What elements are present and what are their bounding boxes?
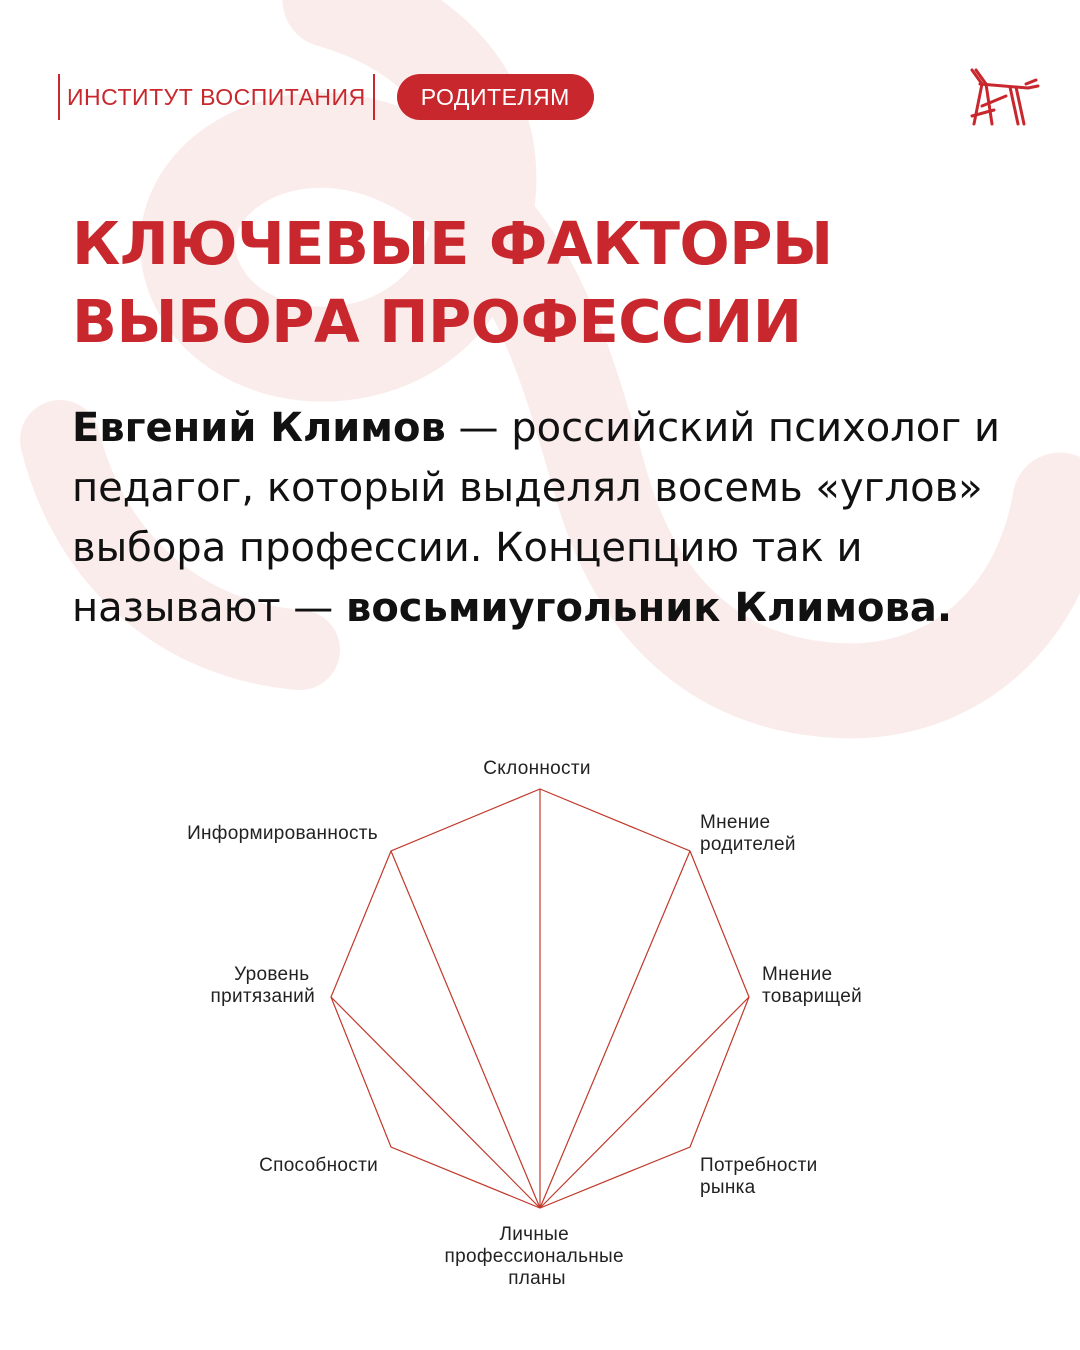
label-bottom-right-line-2: рынка (700, 1177, 756, 1198)
spoke-top-left (391, 851, 540, 1208)
label-left-line-1: Уровень (234, 964, 310, 985)
label-left (211, 964, 315, 1007)
title-line-2: ВЫБОРА ПРОФЕССИИ (72, 287, 802, 356)
header (58, 74, 594, 120)
label-bottom-left-line-1: Способности (259, 1155, 378, 1176)
concept-name: восьмиугольник Климова. (346, 585, 953, 631)
label-bottom (445, 1224, 630, 1289)
spoke-top-right (540, 851, 690, 1208)
org-name: ИНСТИТУТ ВОСПИТАНИЯ (58, 74, 375, 120)
spoke-left (331, 997, 540, 1208)
label-bottom-left (259, 1155, 378, 1176)
octagon-diagram (0, 740, 1080, 1310)
intro-paragraph (72, 398, 1062, 638)
page-title (72, 205, 833, 361)
label-top-right-line-1: Мнение (700, 812, 771, 833)
label-bottom-line-3: планы (508, 1268, 566, 1289)
label-right-line-2: товарищей (762, 986, 862, 1007)
label-right (762, 964, 862, 1007)
label-top (483, 758, 590, 779)
octagon-shape (331, 789, 749, 1208)
label-bottom-right (700, 1155, 823, 1198)
label-bottom-line-2: профессиональные (444, 1246, 624, 1267)
label-bottom-line-1: Личные (499, 1224, 569, 1245)
section-badge[interactable]: РОДИТЕЛЯМ (397, 74, 594, 120)
label-top-left (187, 823, 378, 844)
label-top-left-line-1: Информированность (187, 823, 378, 844)
label-top-line-1: Склонности (483, 758, 591, 779)
intro-text: — российский психолог и педагог, который выделял восемь «углов» выбора профессии. Концепцию так и называют — (72, 405, 1000, 631)
label-right-line-1: Мнение (762, 964, 833, 985)
person-name: Евгений Климов (72, 405, 446, 451)
label-bottom-right-line-1: Потребности (700, 1155, 818, 1176)
horse-icon (966, 66, 1042, 130)
title-line-1: КЛЮЧЕВЫЕ ФАКТОРЫ (72, 209, 833, 278)
label-top-right (700, 812, 796, 855)
label-top-right-line-2: родителей (700, 834, 796, 855)
label-left-line-2: притязаний (210, 986, 315, 1007)
